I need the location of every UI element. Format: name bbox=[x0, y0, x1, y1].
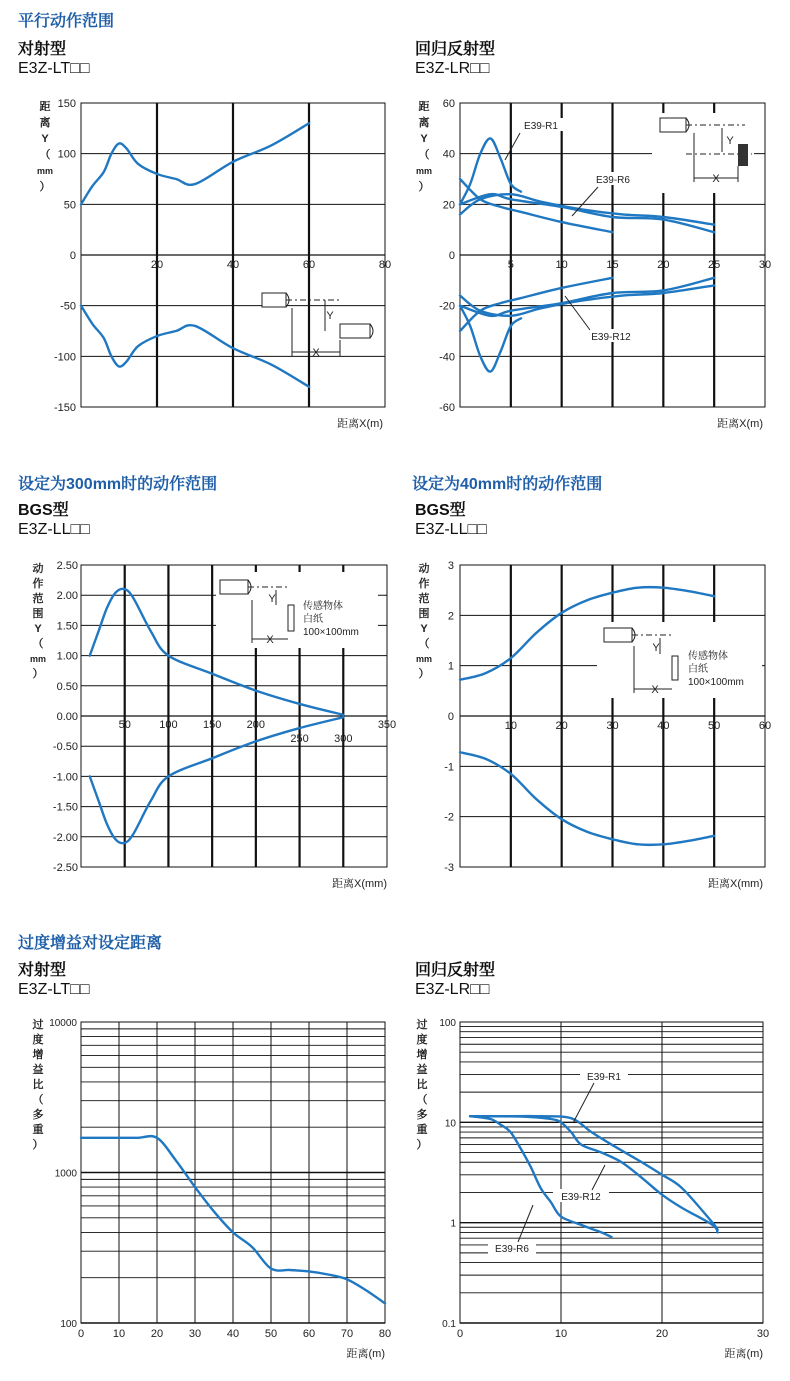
chart5-xtick-label: 0 bbox=[77, 1328, 85, 1340]
chart6-ylabel-8: ） bbox=[416, 1139, 428, 1151]
chart4-ylabel-6: mm bbox=[415, 654, 433, 664]
chart6-ylabel-5: （ bbox=[416, 1094, 428, 1106]
chart3-xlabel: 距离X(mm) bbox=[332, 878, 387, 890]
chart4-ylabel-4: Y bbox=[420, 623, 428, 635]
chart3-ylabel-3: 围 bbox=[32, 608, 44, 620]
panel5-type: 对射型 bbox=[18, 962, 67, 979]
chart6-ytick-label: 0.1 bbox=[442, 1319, 456, 1330]
chart3-note-0: 传感物体 bbox=[303, 601, 343, 612]
chart4-ylabel-3: 围 bbox=[418, 608, 430, 620]
chart3-xtick-label: 100 bbox=[159, 719, 178, 731]
chart2-xtick-label: 30 bbox=[758, 259, 772, 271]
chart3-xtick-label: 350 bbox=[377, 719, 397, 731]
chart5-xtick-label: 70 bbox=[340, 1328, 354, 1340]
chart4-xtick-label: 10 bbox=[504, 720, 517, 732]
chart2-reflector bbox=[738, 144, 748, 166]
chart2-xtick-label: 15 bbox=[606, 259, 619, 271]
chart1-ytick-label: 50 bbox=[63, 199, 76, 212]
chart5-ylabel-7: 重 bbox=[32, 1124, 44, 1136]
chart5-xtick-label: 10 bbox=[112, 1328, 126, 1340]
chart1-diagram-y: Y bbox=[326, 310, 334, 322]
c1-series-1 bbox=[81, 306, 309, 387]
chart2-ytick-label: 0 bbox=[448, 250, 455, 262]
chart4-ylabel-1: 作 bbox=[418, 578, 430, 590]
chart6-ylabel-6: 多 bbox=[416, 1109, 428, 1121]
chart1-diagram-x: X bbox=[312, 347, 320, 359]
chart3-ylabel-1: 作 bbox=[32, 578, 44, 590]
chart2-ytick-label: 60 bbox=[442, 98, 455, 110]
chart2-ytick-label: -20 bbox=[439, 300, 455, 313]
chart1-emitter-body bbox=[262, 293, 286, 307]
chart6-ann-r1: E39-R1 bbox=[587, 1072, 621, 1083]
chart6-ylabel-0: 过 bbox=[416, 1019, 428, 1031]
chart1-ytick-label: -150 bbox=[53, 402, 76, 414]
chart2-ylabel-2: Y bbox=[420, 133, 428, 145]
chart2-ylabel-5: ） bbox=[418, 181, 430, 193]
chart2-ytick-label: -40 bbox=[439, 351, 455, 364]
chart4 bbox=[416, 560, 771, 890]
panel1-model: E3Z-LT□□ bbox=[18, 60, 90, 77]
chart5-xtick-label: 50 bbox=[264, 1328, 278, 1340]
chart6-ann-r12-leader bbox=[592, 1165, 605, 1190]
chart5-ylabel-1: 度 bbox=[32, 1034, 44, 1046]
chart1-ylabel-5: ） bbox=[39, 181, 51, 193]
chart3-note-1: 白纸 bbox=[303, 614, 323, 625]
chart4-ytick-label: 3 bbox=[447, 560, 454, 572]
chart4-xtick-label: 30 bbox=[606, 720, 619, 732]
c2-series-3 bbox=[460, 278, 613, 331]
chart3 bbox=[30, 560, 396, 890]
chart2-xtick-label: 25 bbox=[708, 259, 721, 271]
panel2-model: E3Z-LR□□ bbox=[415, 60, 490, 77]
chart2-ytick-label: 20 bbox=[442, 199, 455, 212]
chart2-xlabel: 距离X(m) bbox=[717, 418, 763, 430]
chart3-xtick-label: 300 bbox=[334, 733, 353, 745]
chart4-xlabel: 距离X(mm) bbox=[708, 878, 763, 890]
chart5-ylabel-8: ） bbox=[32, 1139, 44, 1151]
chart4-ytick-label: 2 bbox=[447, 610, 454, 623]
chart5 bbox=[32, 1017, 392, 1360]
chart2-diagram-y: Y bbox=[726, 135, 734, 147]
c2-series-2 bbox=[460, 179, 613, 232]
chart2-ylabel-1: 离 bbox=[418, 117, 430, 129]
chart3-diagram-y: Y bbox=[268, 593, 276, 605]
chart3-ylabel-6: mm bbox=[29, 654, 47, 664]
chart4-sensor-body bbox=[604, 628, 632, 642]
chart4-ytick-label: 1 bbox=[447, 660, 454, 673]
chart1-ytick-label: 150 bbox=[57, 98, 76, 110]
chart6-xtick-label: 10 bbox=[554, 1328, 568, 1340]
chart6-ann-r12: E39-R12 bbox=[561, 1192, 601, 1203]
chart1-ytick-label: -100 bbox=[53, 351, 76, 364]
chart5-xtick-label: 80 bbox=[378, 1328, 392, 1340]
chart2-xtick-label: 5 bbox=[507, 259, 514, 271]
chart4-note-2: 100×100mm bbox=[688, 677, 744, 688]
panel5-model: E3Z-LT□□ bbox=[18, 981, 90, 998]
chart3-xtick-label: 200 bbox=[246, 719, 266, 731]
chart4-ylabel-7: ） bbox=[418, 668, 430, 680]
chart6-xtick-label: 30 bbox=[756, 1328, 770, 1340]
chart1-xtick-label: 60 bbox=[302, 259, 316, 271]
chart2-ann-r1: E39-R1 bbox=[524, 121, 558, 132]
chart4-target bbox=[672, 656, 678, 680]
chart4-ylabel-2: 范 bbox=[418, 593, 430, 605]
section-title-300mm: 设定为300mm时的动作范围 bbox=[18, 476, 218, 493]
chart4-diagram-x: X bbox=[651, 684, 659, 696]
chart6-ann-r6: E39-R6 bbox=[495, 1244, 529, 1255]
chart2-ann-r6: E39-R6 bbox=[596, 175, 630, 186]
chart3-ylabel-2: 范 bbox=[32, 593, 44, 605]
chart1-ylabel-4: mm bbox=[36, 166, 54, 176]
chart6-ann-r6-leader bbox=[518, 1205, 533, 1242]
section-title-gain: 过度增益对设定距离 bbox=[18, 935, 163, 952]
chart5-xtick-label: 30 bbox=[188, 1328, 202, 1340]
chart6-ytick-label: 10 bbox=[444, 1118, 456, 1130]
chart4-xtick-label: 20 bbox=[555, 720, 568, 732]
chart3-ytick-label: 2.00 bbox=[56, 590, 78, 603]
chart5-ylabel-4: 比 bbox=[32, 1079, 44, 1091]
chart2-xtick-label: 10 bbox=[555, 259, 568, 271]
chart6-ylabel-2: 增 bbox=[416, 1049, 428, 1061]
chart3-ytick-label: 1.00 bbox=[56, 650, 78, 663]
chart3-ylabel-7: ） bbox=[32, 668, 44, 680]
chart3-diagram bbox=[216, 572, 378, 648]
chart3-ytick-label: 1.50 bbox=[56, 620, 78, 633]
chart3-xtick-label: 50 bbox=[118, 719, 131, 731]
chart1-xtick-label: 40 bbox=[226, 259, 240, 271]
chart2-ylabel-0: 距 bbox=[418, 101, 430, 113]
chart1-ylabel-2: Y bbox=[41, 133, 49, 145]
section-title-parallel: 平行动作范围 bbox=[18, 13, 115, 30]
chart4-diagram-y: Y bbox=[652, 642, 660, 654]
chart1-ytick-label: 0 bbox=[69, 250, 76, 262]
chart6-ylabel-3: 益 bbox=[416, 1064, 428, 1076]
chart1-ylabel-1: 离 bbox=[39, 117, 51, 129]
chart1-xtick-label: 20 bbox=[150, 259, 164, 271]
chart4-diagram bbox=[597, 622, 762, 698]
chart2-ytick-label: 40 bbox=[442, 148, 455, 161]
chart1-ytick-label: 100 bbox=[57, 148, 76, 161]
chart2 bbox=[416, 98, 771, 430]
chart3-ytick-label: -0.50 bbox=[52, 741, 78, 754]
chart6-xtick-label: 0 bbox=[456, 1328, 464, 1340]
chart4-ylabel-5: （ bbox=[418, 638, 430, 650]
chart3-ytick-label: -1.00 bbox=[52, 771, 78, 784]
chart3-ylabel-5: （ bbox=[32, 638, 44, 650]
chart5-ylabel-5: （ bbox=[32, 1094, 44, 1106]
chart1-ylabel-0: 距 bbox=[39, 101, 51, 113]
chart3-ylabel-0: 动 bbox=[32, 563, 44, 575]
chart4-ytick-label: -1 bbox=[444, 761, 454, 774]
chart6-ann-r1-leader bbox=[573, 1083, 594, 1123]
chart5-xtick-label: 40 bbox=[226, 1328, 240, 1340]
chart3-ytick-label: -2.50 bbox=[52, 862, 78, 874]
chart4-ytick-label: 0 bbox=[447, 711, 454, 723]
chart5-ylabel-0: 过 bbox=[32, 1019, 44, 1031]
chart5-xlabel: 距离(m) bbox=[346, 1348, 385, 1360]
chart3-ytick-label: -1.50 bbox=[52, 801, 78, 814]
panel1-type: 对射型 bbox=[18, 41, 67, 58]
chart3-ytick-label: -2.00 bbox=[52, 831, 78, 844]
c2-series-5 bbox=[460, 285, 714, 315]
chart3-xtick-label: 250 bbox=[290, 733, 309, 745]
chart2-diagram-x: X bbox=[712, 173, 720, 185]
chart3-ytick-label: 0.00 bbox=[56, 711, 78, 723]
chart3-note-2: 100×100mm bbox=[303, 627, 359, 638]
chart5-xtick-label: 60 bbox=[302, 1328, 316, 1340]
chart4-ytick-label: -3 bbox=[444, 862, 454, 874]
chart6-xtick-label: 20 bbox=[655, 1328, 669, 1340]
section-title-40mm: 设定为40mm时的动作范围 bbox=[412, 476, 603, 493]
chart1-receiver-body bbox=[340, 324, 370, 338]
chart3-ylabel-4: Y bbox=[34, 623, 42, 635]
chart5-ylabel-2: 增 bbox=[32, 1049, 44, 1061]
chart4-xtick-label: 40 bbox=[657, 720, 670, 732]
chart5-ylabel-3: 益 bbox=[32, 1064, 44, 1076]
chart2-sensor-body bbox=[660, 118, 686, 132]
c1-series-0 bbox=[81, 123, 309, 204]
chart2-ann-r1-leader bbox=[505, 133, 520, 160]
chart2-ylabel-4: mm bbox=[415, 166, 433, 176]
chart2-diagram bbox=[652, 113, 754, 193]
chart6-frame bbox=[460, 1022, 763, 1323]
chart4-xtick-label: 60 bbox=[758, 720, 772, 732]
chart1-ytick-label: -50 bbox=[60, 300, 76, 313]
chart1-xtick-label: 80 bbox=[378, 259, 392, 271]
panel4-type: BGS型 bbox=[415, 502, 466, 519]
chart4-note-1: 白纸 bbox=[688, 664, 708, 675]
panel6-type: 回归反射型 bbox=[415, 962, 496, 979]
chart3-target bbox=[288, 605, 294, 631]
panel4-model: E3Z-LL□□ bbox=[415, 521, 487, 538]
chart5-ytick-label: 100 bbox=[60, 1319, 77, 1330]
chart2-ytick-label: -60 bbox=[439, 402, 455, 414]
chart2-xtick-label: 20 bbox=[657, 259, 670, 271]
chart3-ytick-label: 0.50 bbox=[56, 680, 78, 693]
chart2-ylabel-3: （ bbox=[418, 149, 430, 161]
chart1-diagram bbox=[262, 293, 373, 359]
chart6-ytick-label: 100 bbox=[439, 1018, 456, 1029]
chart3-diagram-x: X bbox=[266, 634, 274, 646]
chart6-ytick-label: 1 bbox=[450, 1218, 456, 1230]
chart3-ytick-label: 2.50 bbox=[56, 560, 78, 572]
chart5-xtick-label: 20 bbox=[150, 1328, 164, 1340]
c6-series-0 bbox=[470, 1116, 717, 1230]
panel2-type: 回归反射型 bbox=[415, 41, 496, 58]
chart1-ylabel-3: （ bbox=[39, 149, 51, 161]
chart5-ytick-label: 1000 bbox=[54, 1168, 77, 1180]
c6-series-2 bbox=[470, 1116, 611, 1237]
chart3-xtick-label: 150 bbox=[202, 719, 222, 731]
chart1-xlabel: 距离X(m) bbox=[337, 418, 383, 430]
chart5-ylabel-6: 多 bbox=[32, 1109, 44, 1121]
panel3-model: E3Z-LL□□ bbox=[18, 521, 90, 538]
chart1 bbox=[37, 98, 391, 430]
chart6-ylabel-4: 比 bbox=[416, 1079, 428, 1091]
chart2-ann-r12: E39-R12 bbox=[591, 332, 631, 343]
chart6-xlabel: 距离(m) bbox=[724, 1348, 763, 1360]
panel6-model: E3Z-LR□□ bbox=[415, 981, 490, 998]
panel3-type: BGS型 bbox=[18, 502, 69, 519]
chart6-ylabel-1: 度 bbox=[416, 1034, 428, 1046]
chart6-ylabel-7: 重 bbox=[416, 1124, 428, 1136]
chart4-xtick-label: 50 bbox=[708, 720, 721, 732]
chart3-sensor-body bbox=[220, 580, 248, 594]
chart4-ytick-label: -2 bbox=[444, 811, 454, 824]
chart4-note-0: 传感物体 bbox=[688, 651, 728, 662]
chart4-ylabel-0: 动 bbox=[418, 563, 430, 575]
chart6 bbox=[416, 1017, 770, 1360]
chart5-ytick-label: 10000 bbox=[49, 1018, 77, 1029]
